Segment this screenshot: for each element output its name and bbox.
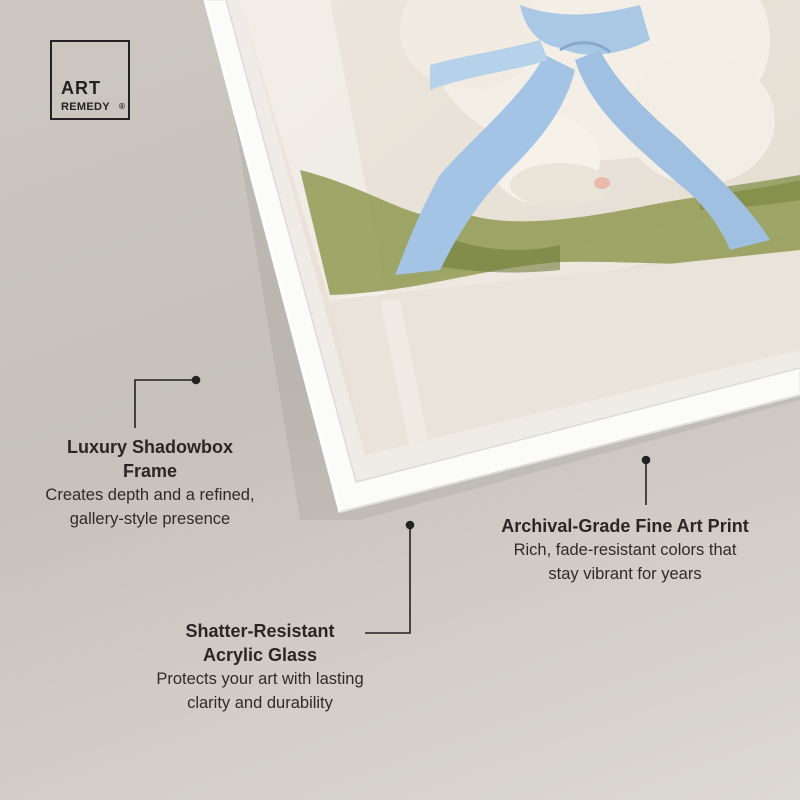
logo-registered-mark: ®: [119, 102, 125, 111]
logo-line1: ART: [61, 78, 101, 98]
callout-acrylic-glass: [110, 619, 410, 715]
callout-description: clarity and durability: [187, 694, 333, 712]
callout-title: Frame: [122, 461, 178, 481]
callout-title: Acrylic Glass: [202, 645, 318, 665]
brand-logo: [50, 40, 130, 120]
callout-description: stay vibrant for years: [548, 565, 702, 583]
leader-glass: [365, 525, 410, 633]
leader-frame: [135, 380, 196, 428]
logo-line2: REMEDY: [61, 101, 110, 113]
callout-description: gallery-style presence: [69, 510, 231, 528]
callout-description: Protects your art with lasting: [156, 670, 364, 688]
callout-title: Luxury Shadowbox: [66, 437, 234, 457]
callout-description: Rich, fade-resistant colors that: [513, 541, 737, 559]
callout-shadowbox-frame: [10, 435, 290, 531]
callout-description: Creates depth and a refined,: [45, 486, 255, 504]
callout-fine-art-print: [470, 514, 780, 586]
leader-frame-dot: [193, 377, 200, 384]
callout-title: Shatter-Resistant: [185, 621, 335, 641]
leader-print-dot: [643, 457, 650, 464]
leader-glass-dot: [407, 522, 414, 529]
callout-title: Archival-Grade Fine Art Print: [501, 516, 749, 536]
